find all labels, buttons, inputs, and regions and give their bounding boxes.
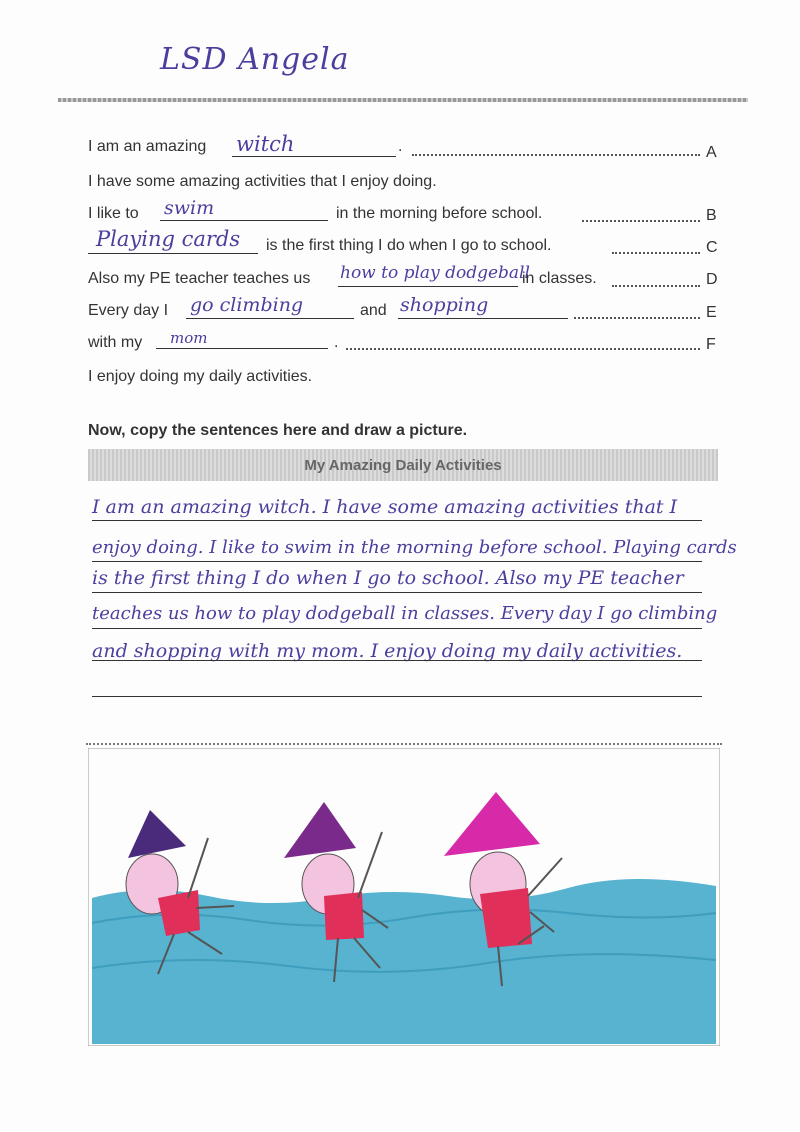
exercise-line-e: Every day I [88, 302, 169, 319]
letter-c: C [706, 239, 718, 256]
exercise-line-2: I have some amazing activities that I enjoy doing. [88, 173, 437, 190]
section-banner [88, 449, 718, 481]
witch-1-hat [128, 810, 186, 858]
answer-c[interactable]: Playing cards [96, 227, 241, 251]
exercise-line-f: with my [88, 334, 143, 351]
exercise-line-8: I enjoy doing my daily activities. [88, 368, 313, 385]
instruction: Now, copy the sentences here and draw a picture. [88, 422, 468, 439]
section-title: My Amazing Daily Activities [304, 456, 502, 474]
exercise-line-a: I am an amazing [88, 138, 207, 155]
letter-b: B [706, 207, 717, 224]
copied-line-3: is the first thing I do when I go to school. Also my PE teacher [92, 567, 684, 589]
drawing-three-witches [88, 748, 720, 1046]
answer-b[interactable]: swim [164, 197, 215, 219]
header-divider [58, 98, 748, 102]
letter-d: D [706, 271, 718, 288]
copied-line-2: enjoy doing. I like to swim in the morning before school. Playing cards [92, 537, 737, 558]
letter-e: E [706, 304, 717, 321]
witch-2-hat [284, 802, 356, 858]
witch-3-hat [444, 792, 540, 856]
copied-line-4: teaches us how to play dodgeball in classes. Every day I go climbing [92, 603, 718, 624]
letter-f: F [706, 336, 716, 353]
answer-e1[interactable]: go climbing [190, 294, 304, 316]
answer-d[interactable]: how to play dodgeball [340, 263, 530, 283]
copied-line-1: I am an amazing witch. I have some amazing activities that I [92, 496, 678, 518]
picture-top-divider [86, 743, 722, 745]
copied-line-5: and shopping with my mom. I enjoy doing my daily activities. [92, 640, 683, 662]
student-name: LSD Angela [160, 42, 350, 77]
answer-a[interactable]: witch [236, 132, 295, 156]
letter-a: A [706, 144, 717, 161]
answer-f[interactable]: mom [170, 329, 208, 347]
exercise-line-d: Also my PE teacher teaches us [88, 270, 311, 287]
exercise-line-b: I like to [88, 205, 139, 222]
answer-e2[interactable]: shopping [400, 294, 489, 316]
